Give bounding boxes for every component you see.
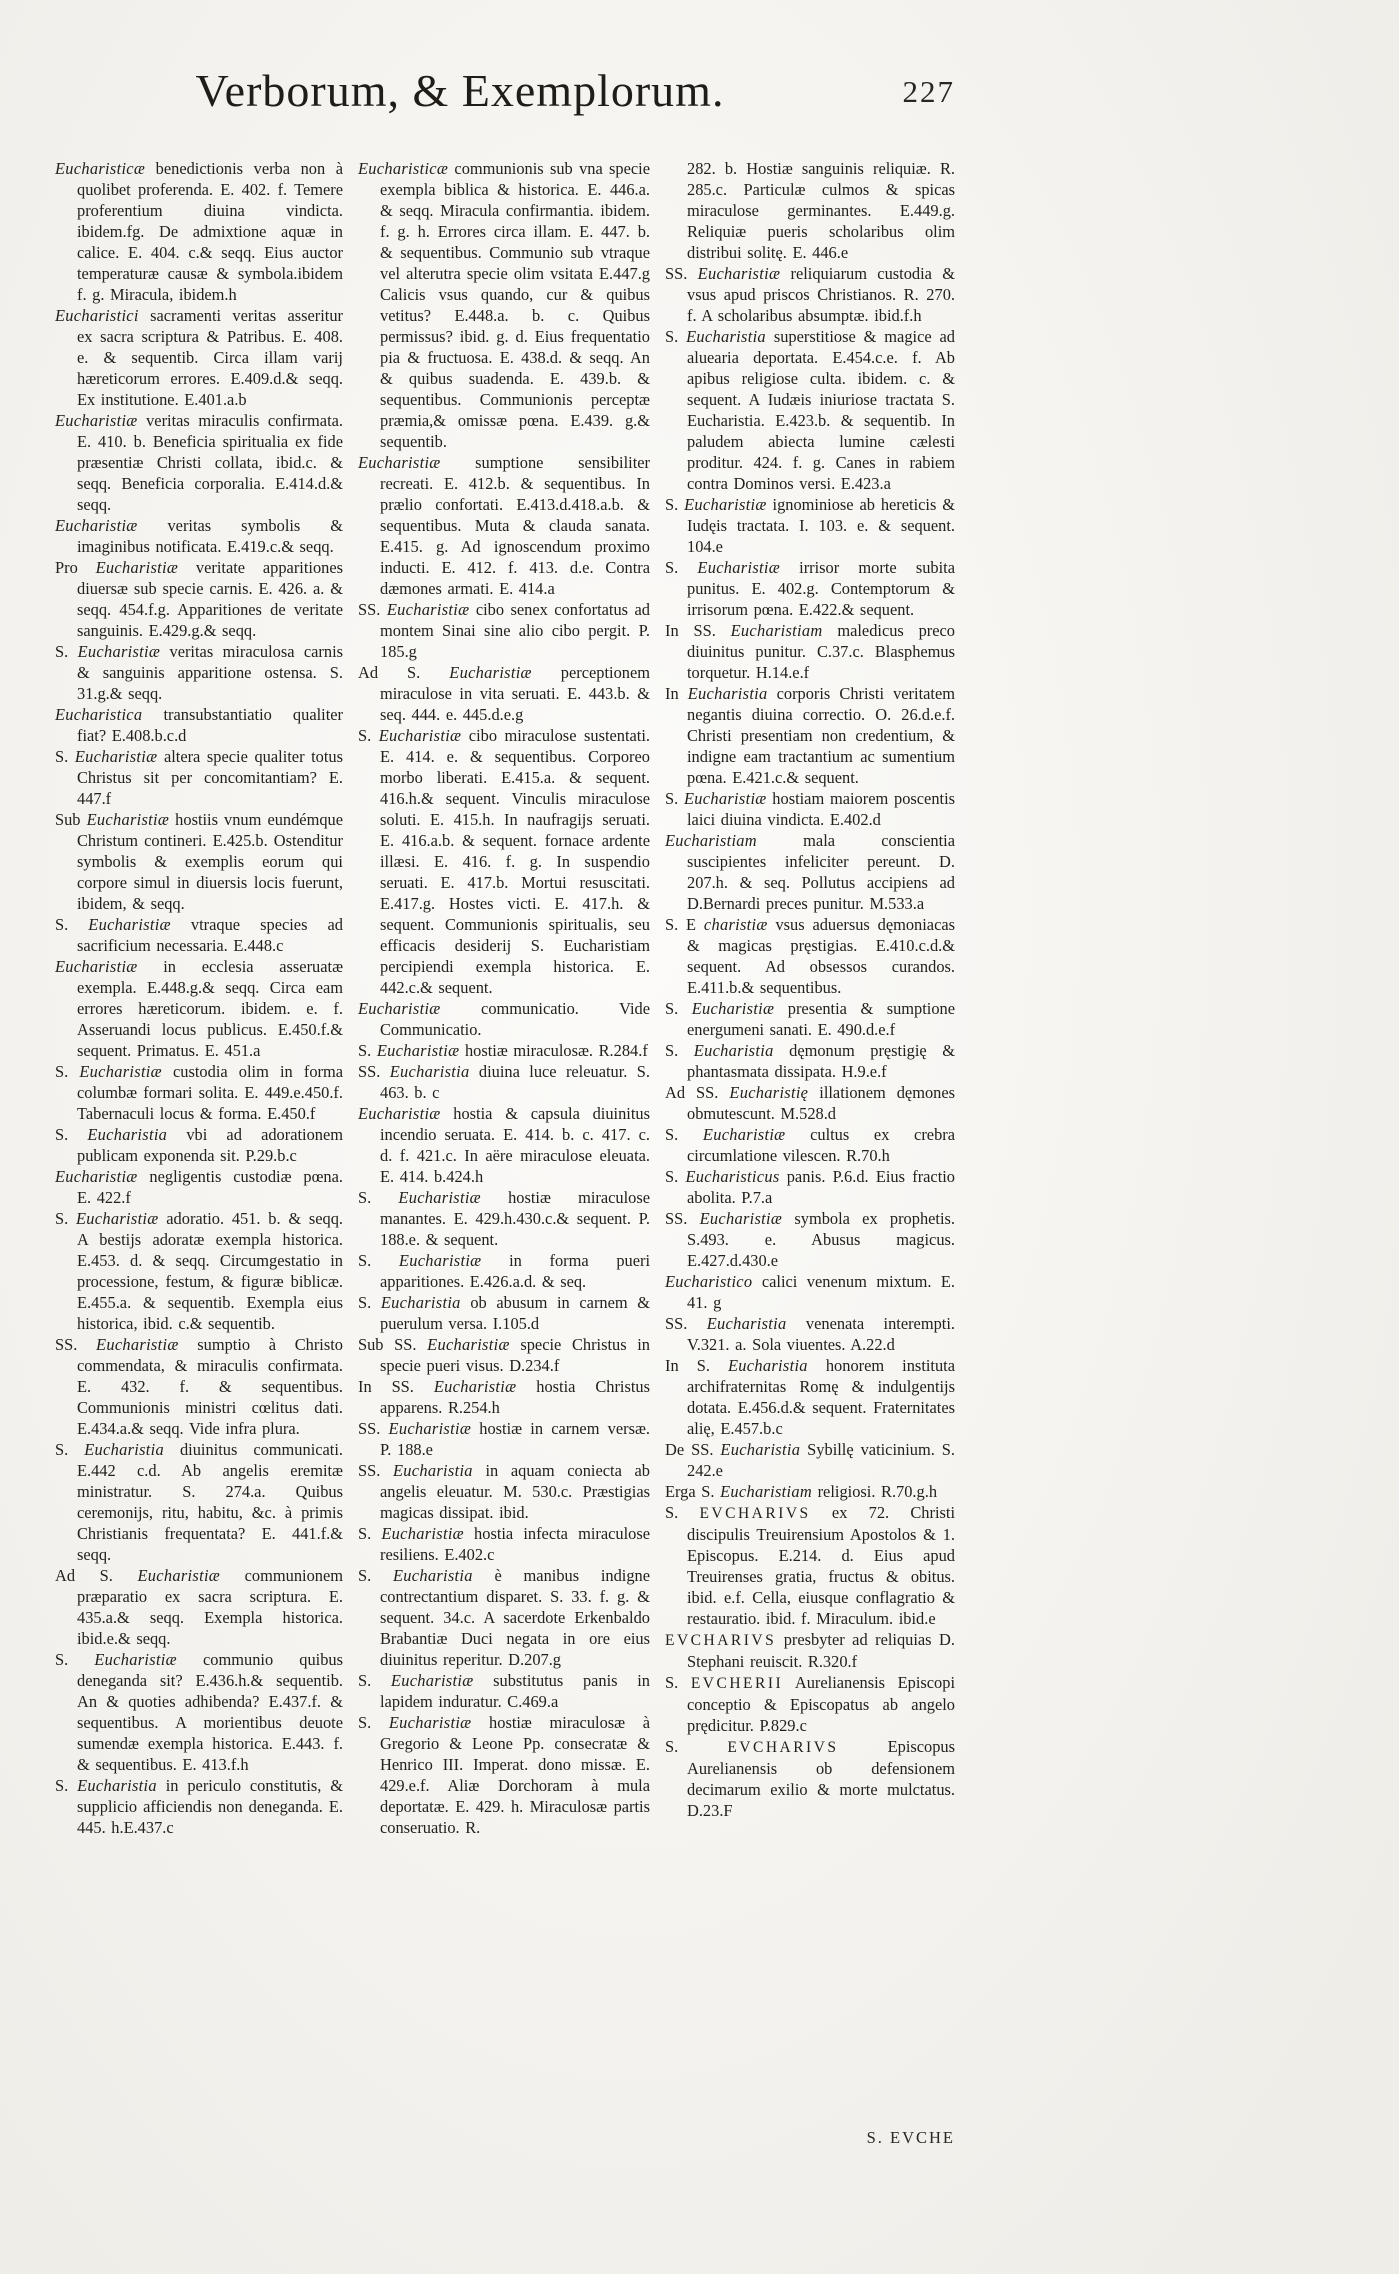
entry-prefix: De SS. <box>665 1440 721 1459</box>
column-2 <box>358 158 650 1838</box>
entry-prefix: S. <box>55 1776 78 1795</box>
entry-headword: Eucharistiæ <box>697 264 781 283</box>
index-entry: Eucharistiam mala conscientia suscipientes infeliciter pereunt. D. 207.h. & seq. Pollutus accipiens ad D.Bernardi preces punitur. M.533.a <box>665 831 955 913</box>
index-entry: EVCHARIVS presbyter ad reliquias D. Stephani reuiscit. R.320.f <box>665 1630 955 1671</box>
entry-headword: Eucharistiæ <box>433 1377 517 1396</box>
entry-headword: Eucharistiæ <box>74 747 158 766</box>
index-entry: S. Eucharistiæ hostiæ miraculosæ à Gregorio & Leone Pp. consecratæ & Henrico III. Imperat. dono missæ. E. 429.e.f. Aliæ Dorchoram à mula deportatæ. E. 429. h. Miraculosæ partis conseruatio. R. <box>358 1713 651 1837</box>
entry-prefix: S. <box>55 1440 85 1459</box>
index-entry: Ad S. Eucharistiæ perceptionem miraculose in vita seruati. E. 443.b. & seq. 444. e. 445.d.e.g <box>358 663 650 724</box>
running-head <box>55 64 955 124</box>
index-entry: S. Eucharistiæ custodia olim in forma columbæ formari solita. E. 449.e.450.f. Tabernaculi locus & forma. E.450.f <box>55 1062 344 1123</box>
entry-headword: Eucharistiæ <box>388 1419 472 1438</box>
entry-prefix: S. <box>665 327 687 346</box>
index-entry: SS. Eucharistiæ sumptio à Christo commendata, & miraculis confirmata. E. 432. f. & sequentibus. Communionis ministri cœlitus dati. E.434.a.& seqq. Vide infra plura. <box>55 1335 343 1438</box>
entry-headword: Eucharistiæ <box>358 453 441 472</box>
entry-prefix: S. <box>358 1566 393 1585</box>
entry-headword: EVCHARIVS <box>699 1505 811 1522</box>
entry-prefix: S. <box>55 642 78 661</box>
entry-prefix: S. <box>665 495 685 514</box>
index-entry: SS. Eucharistia in aquam coniecta ab angelis eleuatur. M. 530.c. Præstigias magicas dissipat. ibid. <box>358 1461 650 1522</box>
entry-prefix: S. <box>358 1524 382 1543</box>
entry-headword: Eucharistiæ <box>137 1566 221 1585</box>
index-entry: SS. Eucharistia venenata interempti. V.321. a. Sola viuentes. A.22.d <box>665 1314 955 1354</box>
entry-headword: charistiæ <box>703 915 768 934</box>
entry-prefix: S. <box>358 1293 381 1312</box>
index-entry: S. Eucharistiæ vtraque species ad sacrificium necessaria. E.448.c <box>55 915 344 955</box>
index-entry: Eucharistiæ negligentis custodiæ pœna. E. 422.f <box>55 1167 343 1207</box>
index-entry: De SS. Eucharistia Sybillę vaticinium. S. 242.e <box>665 1440 955 1480</box>
entry-prefix: S. <box>55 915 89 934</box>
index-entry: SS. Eucharistiæ reliquiarum custodia & vsus apud priscos Christianos. R. 270. f. A scholaribus absumptæ. ibid.f.h <box>665 264 955 325</box>
index-entry: S. Eucharistia ob abusum in carnem & puerulum versa. I.105.d <box>358 1293 651 1333</box>
index-entry: In S. Eucharistia honorem instituta archifraternitas Romę & indulgentijs dotata. E.456.d.& sequent. Fraternitates alię, E.457.b.c <box>665 1356 955 1438</box>
index-entry: S. Eucharistia è manibus indigne contrectantium disparet. S. 33. f. g. & sequent. 34.c. A sacerdote Erkenbaldo Brabantiæ Duci negata in ore eius diuinitus reperitur. D.207.g <box>358 1566 650 1669</box>
entry-prefix: In SS. <box>358 1377 434 1396</box>
entry-headword: Eucharistiæ <box>697 558 780 577</box>
entry-headword: Eucharistiæ <box>55 1167 138 1186</box>
entry-headword: Eucharistiæ <box>699 1209 783 1228</box>
index-entry: Eucharisticæ communionis sub vna specie exempla biblica & historica. E. 446.a. & seqq. Miracula confirmantia. ibidem. f. g. h. Errores circa illam. E. 447. b. & sequentibus. Communio sub vtraque vel alterutra specie olim vsitata E.447.g Calicis vsus quando, cur & quibus vetitus? E.448.a. b. c. Quibus permissus? ibid. g. d. Eius frequentatio pia & fructuosa. E. 438.d. & seqq. An & quibus suadenda. E. 439.b. & sequentibus. Communionis perceptæ præmia,& omissæ pœna. E.439. g.& sequentib. <box>358 159 650 451</box>
entry-headword: Eucharistia <box>392 1566 473 1585</box>
entry-prefix: Pro <box>55 558 96 577</box>
entry-headword: Eucharistiæ <box>358 999 441 1018</box>
entry-headword: Eucharistiæ <box>449 663 532 682</box>
index-entry: S. Eucharistiæ hostiæ miraculose manantes. E. 429.h.430.c.& sequent. P. 188.e. & sequent. <box>358 1188 650 1249</box>
entry-prefix: S. <box>55 1209 76 1228</box>
index-entry: S. Eucharistiæ adoratio. 451. b. & seqq. A bestijs adoratæ exempla historica. E.453. d. & seqq. Circumgestatio in processione, festum, & figuræ biblicæ. E.455.a. & sequentib. Exempla eius historica, ibid. c.& sequentib. <box>55 1209 344 1333</box>
entry-headword: Eucharistiam <box>730 621 823 640</box>
entry-headword: Eucharistico <box>665 1272 753 1291</box>
index-entry: S. Eucharistiæ presentia & sumptione energumeni sanati. E. 490.d.e.f <box>665 999 956 1039</box>
index-entry: Eucharistiæ in ecclesia asseruatæ exempla. E.448.g.& seqq. Circa eam errores hæreticorum. ibidem. e. f. Asseruandi locus publicus. E.450.f.& sequent. Primatus. E. 451.a <box>55 957 343 1060</box>
entry-prefix: SS. <box>358 1062 390 1081</box>
entry-headword: Eucharistiæ <box>55 411 138 430</box>
entry-headword: Eucharisticæ <box>358 159 449 178</box>
index-entry: SS. Eucharistiæ cibo senex confortatus ad montem Sinai sine alio cibo pergit. P. 185.g <box>358 600 650 661</box>
entry-prefix: Erga S. <box>665 1482 721 1501</box>
entry-headword: Eucharistię <box>729 1083 809 1102</box>
page-title: Verborum, & Exemplorum. <box>195 65 725 116</box>
entry-headword: Eucharistiæ <box>381 1524 464 1543</box>
entry-headword: Eucharistiæ <box>88 915 171 934</box>
index-entry: In SS. Eucharistiam maledicus preco diuinitus punitur. C.37.c. Blasphemus torquetur. H.14.e.f <box>665 621 955 682</box>
entry-prefix: SS. <box>665 1209 700 1228</box>
entry-headword: Eucharistia <box>686 327 766 346</box>
index-entry: Ad SS. Eucharistię illationem dęmones obmutescunt. M.528.d <box>665 1083 956 1123</box>
entry-prefix: S. <box>665 999 692 1018</box>
index-entry: Eucharistiæ veritas symbolis & imaginibus notificata. E.419.c.& seqq. <box>55 516 343 556</box>
entry-headword: EVCHERII <box>690 1675 784 1692</box>
entry-headword: Eucharistiæ <box>55 957 138 976</box>
index-entry: S. Eucharistiæ hostiæ miraculosæ. R.284.f <box>358 1041 648 1060</box>
column-3 <box>665 158 955 1838</box>
index-entry: Eucharistica transubstantiatio qualiter fiat? E.408.b.c.d <box>55 705 343 745</box>
entry-headword: Eucharistiæ <box>376 1041 460 1060</box>
entry-prefix: S. <box>358 1251 399 1270</box>
index-entry: Sub Eucharistiæ hostiis vnum eundémque Christum contineri. E.425.b. Ostenditur symbolis & exemplis eorum qui corpore simul in diuersis locis fuerunt, ibidem, & seqq. <box>55 810 343 913</box>
entry-headword: Eucharistiæ <box>378 726 462 745</box>
entry-prefix: S. <box>665 789 684 808</box>
entry-prefix: S. <box>665 1041 694 1060</box>
index-entry: S. Eucharistiæ cibo miraculose sustentati. E. 414. e. & sequentibus. Corporeo morbo liberati. E.415.a. & sequent. 416.h.& sequent. Vinculis miraculose soluti. E. 415.h. In naufragijs seruati. E. 416.a.b. & sequent. fornace ardente illæsi. E. 416. f. g. In suspendio seruati. E. 417.b. Mortui resuscitati. E.417.g. Hostes victi. E. 417.h. & sequent. Communionis spiritualis, seu efficacis desiderij S. Eucharistiam percipiendi exempla historica. E. 442.c.& sequent. <box>358 726 651 997</box>
entry-prefix: Ad S. <box>55 1566 138 1585</box>
entry-prefix: Ad S. <box>358 663 450 682</box>
entry-headword: Eucharistia <box>389 1062 470 1081</box>
index-entry: S. Eucharistiæ in forma pueri apparitiones. E.426.a.d. & seq. <box>358 1251 651 1291</box>
entry-headword: Eucharistiæ <box>95 558 179 577</box>
index-entry: Erga S. Eucharistiam religiosi. R.70.g.h <box>665 1482 938 1501</box>
index-entry: Eucharistico calici venenum mixtum. E. 41. g <box>665 1272 955 1312</box>
index-columns <box>55 158 955 1838</box>
entry-prefix: S. <box>55 747 75 766</box>
entry-prefix: S. <box>358 1041 377 1060</box>
entry-prefix: In SS. <box>665 621 731 640</box>
entry-prefix: SS. <box>358 1461 393 1480</box>
entry-headword: EVCHARIVS <box>665 1632 777 1649</box>
entry-headword: Eucharistiæ <box>79 1062 162 1081</box>
index-entry: Eucharisticæ benedictionis verba non à quolibet proferenda. E. 402. f. Temere proferentium diuina vindicta. ibidem.fg. De admixtione aquæ in calice. E. 404. c.& seqq. Eius auctor temperaturæ causæ & symbola.ibidem f. g. Miracula, ibidem.h <box>55 159 343 304</box>
entry-prefix: S. <box>665 1167 686 1186</box>
entry-headword: Eucharistica <box>55 705 143 724</box>
entry-headword: Eucharistiam <box>665 831 757 850</box>
entry-headword: Eucharistia <box>693 1041 774 1060</box>
entry-prefix: S. <box>665 1673 691 1692</box>
entry-headword: Eucharistiæ <box>77 642 161 661</box>
index-entry: S. Eucharistiæ communio quibus deneganda sit? E.436.h.& sequentib. An & quoties adhibenda? E.437.f. & sequentibus. A morientibus deuote sumendæ exempla historica. E.443. f. & sequentibus. E. 413.f.h <box>55 1650 343 1774</box>
index-entry: Eucharistiæ communicatio. Vide Communicatio. <box>358 999 650 1039</box>
entry-headword: Eucharistia <box>687 684 768 703</box>
entry-headword: Eucharistiæ <box>691 999 775 1018</box>
entry-prefix: S. <box>55 1062 80 1081</box>
index-entry: 282. b. Hostiæ sanguinis reliquiæ. R. 285.c. Particulæ culmos & spicas miraculose germinantes. E.449.g. Reliquiæ pueris scholaribus olim distribui solitę. E. 446.e <box>687 159 955 262</box>
index-entry: Eucharistiæ veritas miraculis confirmata. E. 410. b. Beneficia spiritualia ex fide præsentiæ Christi collata, ibid.c. & seqq. Beneficia corporalia. E.414.d.& seqq. <box>55 411 343 514</box>
page-number: 227 <box>902 74 955 109</box>
entry-prefix: S. <box>55 1125 88 1144</box>
entry-prefix: SS. <box>665 264 698 283</box>
index-entry: S. Eucharistia diuinitus communicati. E.442 c.d. Ab angelis eremitæ ministratur. S. 274.a. Quibus ceremonijs, ritu, habitu, &c. à primis Christianis frequentata? E. 441.f.& seqq. <box>55 1440 343 1564</box>
entry-prefix: Sub <box>55 810 87 829</box>
entry-headword: Eucharistiæ <box>390 1671 474 1690</box>
entry-prefix: S. <box>665 1503 700 1522</box>
entry-prefix: In <box>665 684 688 703</box>
entry-prefix: S. <box>665 1737 728 1756</box>
entry-headword: Eucharistiæ <box>684 495 767 514</box>
entry-headword: Eucharistiæ <box>96 1335 179 1354</box>
entry-headword: Eucharistiæ <box>358 1104 441 1123</box>
entry-headword: Eucharistia <box>728 1356 808 1375</box>
entry-headword: Eucharistiæ <box>388 1713 472 1732</box>
entry-prefix: SS. <box>665 1314 707 1333</box>
index-entry: Sub SS. Eucharistiæ specie Christus in specie pueri visus. D.234.f <box>358 1335 650 1375</box>
entry-prefix: In S. <box>665 1356 728 1375</box>
entry-headword: Eucharistia <box>393 1461 473 1480</box>
index-entry: S. Eucharistiæ irrisor morte subita punitus. E. 402.g. Contemptorum & irrisorum pœna. E.422.& sequent. <box>665 558 956 619</box>
catchword: S. EVCHE <box>866 2128 955 2147</box>
entry-prefix: Ad SS. <box>665 1083 730 1102</box>
entry-prefix: Sub SS. <box>358 1335 428 1354</box>
entry-headword: Eucharistia <box>84 1440 164 1459</box>
index-entry: S. Eucharistiæ altera specie qualiter totus Christus sit per concomitantiam? E. 447.f <box>55 747 344 808</box>
index-entry: Eucharistiæ sumptione sensibiliter recreati. E. 412.b. & sequentibus. In prælio confortati. E.413.d.418.a.b. & sequentibus. Muta & clauda sanata. E.415. g. Ad ignoscendum proximo inducti. E. 412. f. 413. d.e. Contra dæmones armati. E. 414.a <box>358 453 650 598</box>
index-entry: Pro Eucharistiæ veritate apparitiones diuersæ sub specie carnis. E. 426. a. & seqq. 454.f.g. Apparitiones de veritate sanguinis. E.429.g.& seqq. <box>55 558 343 640</box>
entry-headword: Eucharistiæ <box>684 789 767 808</box>
entry-prefix: S. <box>358 1713 389 1732</box>
entry-headword: Eucharistici <box>55 306 139 325</box>
entry-prefix: S. E <box>665 915 704 934</box>
entry-headword: Eucharistiam <box>720 1482 812 1501</box>
index-entry: S. E charistiæ vsus aduersus dęmoniacas & magicas pręstigias. E.410.c.d.& sequent. Ad obsessos curandos. E.411.b.& sequentibus. <box>665 915 955 997</box>
index-entry: S. Eucharisticus panis. P.6.d. Eius fractio abolita. P.7.a <box>665 1167 956 1207</box>
column-1 <box>55 158 343 1838</box>
entry-headword: Eucharistiæ <box>398 1188 481 1207</box>
index-entry: S. EVCHARIVS ex 72. Christi discipulis Treuirensium Apostolos & 1. Episcopus. E.214. d. Eius apud Treuirenses gratia, fructus & obitus. ibid. e.f. Cella, eiusque conflagratio & restauratio. ibid. f. Miraculum. ibid.e <box>665 1503 955 1628</box>
entry-prefix: S. <box>358 1671 391 1690</box>
entry-headword: Eucharistiæ <box>398 1251 482 1270</box>
index-entry: In Eucharistia corporis Christi veritatem negantis diuina correctio. O. 26.d.e.f. Christi presentiam non credentium, & indigne eam tractantium ac sumentium pœna. E.421.c.& sequent. <box>665 684 955 787</box>
entry-headword: Eucharistia <box>720 1440 801 1459</box>
entry-prefix: S. <box>665 1125 703 1144</box>
entry-headword: Eucharistiæ <box>55 516 138 535</box>
entry-headword: Eucharistiæ <box>94 1650 177 1669</box>
index-entry: SS. Eucharistiæ hostiæ in carnem versæ. P. 188.e <box>358 1419 650 1459</box>
index-entry: S. Eucharistiæ veritas miraculosa carnis & sanguinis apparitione ostensa. S. 31.g.& seqq. <box>55 642 343 703</box>
entry-prefix: SS. <box>358 600 387 619</box>
entry-prefix: S. <box>55 1650 95 1669</box>
entry-prefix: SS. <box>55 1335 97 1354</box>
entry-headword: Eucharistiæ <box>427 1335 510 1354</box>
entry-headword: Eucharistiæ <box>386 600 470 619</box>
entry-headword: Eucharistia <box>706 1314 787 1333</box>
entry-headword: Eucharisticus <box>685 1167 780 1186</box>
entry-headword: Eucharistia <box>380 1293 461 1312</box>
entry-headword: EVCHARIVS <box>727 1739 839 1756</box>
index-entry: S. EVCHERII Aurelianensis Episcopi conceptio & Episcopatus ab angelo prędicitur. P.829.c <box>665 1673 955 1735</box>
index-entry: Ad S. Eucharistiæ communionem præparatio ex sacra scriptura. E. 435.a.& seqq. Exempla historica. ibid.e.& seqq. <box>55 1566 343 1648</box>
index-entry: S. Eucharistiæ substitutus panis in lapidem induratur. C.469.a <box>358 1671 650 1711</box>
index-entry: S. Eucharistia superstitiose & magice ad aluearia deportata. E.454.c.e. f. Ab apibus religiose culta. ibidem. c. & sequent. A Iudæis iniuriose tractata S. Eucharistia. E.423.b. & sequentib. In paludem abiecta lumine cælesti proditur. 424. f. g. Canes in rabiem contra Dominos versi. E.423.a <box>665 327 956 493</box>
index-entry: S. Eucharistiæ ignominiose ab hereticis & Iudęis tractata. I. 103. e. & sequent. 104.e <box>665 495 955 556</box>
index-entry: S. EVCHARIVS Episcopus Aurelianensis ob defensionem decimarum exilio & morte mulctatus. D.23.F <box>665 1737 955 1820</box>
index-entry: S. Eucharistiæ hostiam maiorem poscentis laici diuina vindicta. E.402.d <box>665 789 956 829</box>
index-entry: S. Eucharistia dęmonum pręstigię & phantasmata dissipata. H.9.e.f <box>665 1041 955 1081</box>
entry-prefix: S. <box>358 1188 399 1207</box>
index-entry: Eucharistici sacramenti veritas asseritur ex sacra scriptura & Patribus. E. 408. e. & sequentib. Circa illam varij hæreticorum errores. E.409.d.& seqq. Ex institutione. E.401.a.b <box>55 306 343 409</box>
index-entry: In SS. Eucharistiæ hostia Christus apparens. R.254.h <box>358 1377 650 1417</box>
entry-headword: Eucharistia <box>77 1776 157 1795</box>
entry-headword: Eucharistiæ <box>86 810 170 829</box>
index-entry: SS. Eucharistia diuina luce releuatur. S. 463. b. c <box>358 1062 650 1102</box>
entry-prefix: S. <box>665 558 698 577</box>
entry-headword: Eucharistia <box>87 1125 168 1144</box>
entry-headword: Eucharistiæ <box>75 1209 159 1228</box>
index-entry: S. Eucharistiæ cultus ex crebra circumlatione vilescen. R.70.h <box>665 1125 955 1165</box>
entry-prefix: S. <box>358 726 379 745</box>
index-entry: Eucharistiæ hostia & capsula diuinitus incendio seruata. E. 414. b. c. 417. c. d. f. 421.c. In aëre miraculose eleuata. E. 414. b.424.h <box>358 1104 650 1186</box>
entry-headword: Eucharisticæ <box>55 159 146 178</box>
index-entry: SS. Eucharistiæ symbola ex prophetis. S.493. e. Abusus magicus. E.427.d.430.e <box>665 1209 955 1270</box>
index-entry: S. Eucharistia vbi ad adorationem publicam exponenda sit. P.29.b.c <box>55 1125 343 1165</box>
entry-prefix: SS. <box>358 1419 389 1438</box>
entry-headword: Eucharistiæ <box>702 1125 786 1144</box>
index-entry: S. Eucharistia in periculo constitutis, & supplicio afficiendis non deneganda. E. 445. h.E.437.c <box>55 1776 344 1837</box>
index-entry: S. Eucharistiæ hostia infecta miraculose resiliens. E.402.c <box>358 1524 650 1564</box>
